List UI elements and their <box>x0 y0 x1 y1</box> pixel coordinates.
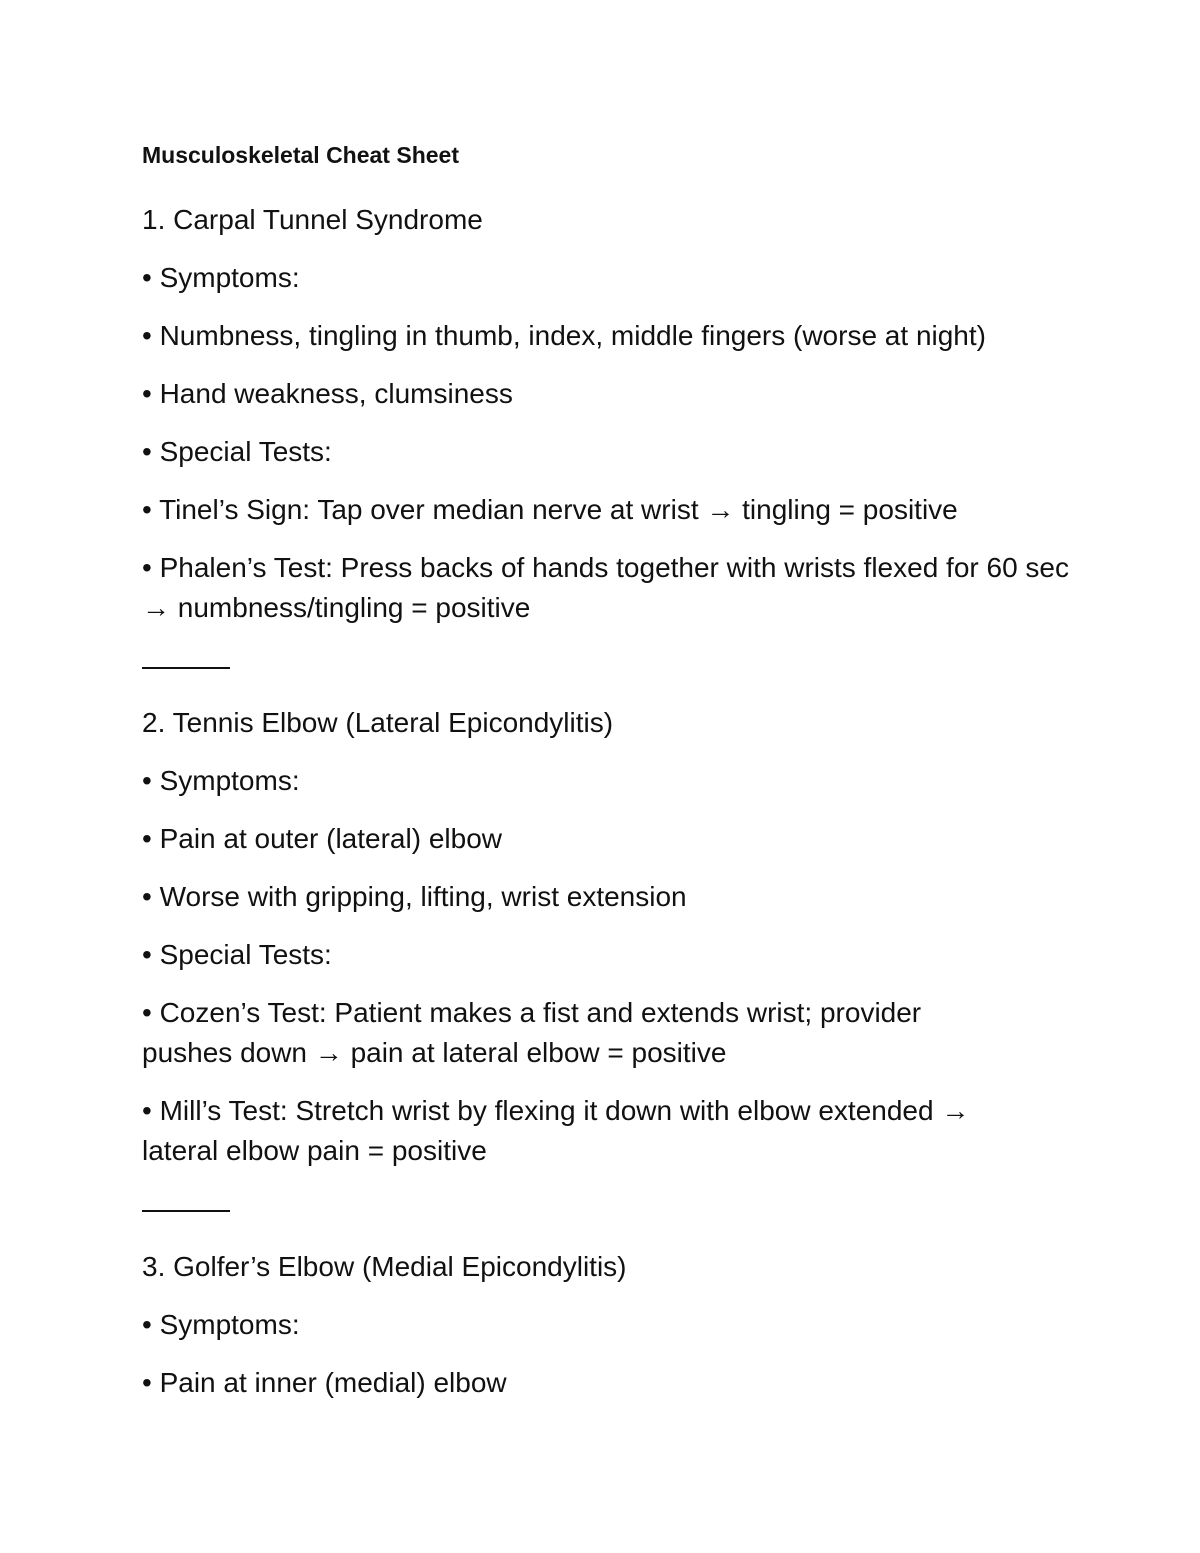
list-item: • Mill’s Test: Stretch wrist by flexing it down with elbow extended → lateral elbow pain = positive <box>142 1095 970 1166</box>
list-item: • Cozen’s Test: Patient makes a fist and extends wrist; provider pushes down → pain at lateral elbow = positive <box>142 997 922 1068</box>
list-item: • Special Tests: <box>142 939 332 970</box>
list-item: • Symptoms: <box>142 765 300 796</box>
list-item: • Pain at inner (medial) elbow <box>142 1367 507 1398</box>
section-heading: 1. Carpal Tunnel Syndrome <box>142 204 483 235</box>
list-item: • Worse with gripping, lifting, wrist extension <box>142 881 687 912</box>
list-item: • Numbness, tingling in thumb, index, middle fingers (worse at night) <box>142 320 986 351</box>
list-item: • Hand weakness, clumsiness <box>142 378 513 409</box>
section-heading: 2. Tennis Elbow (Lateral Epicondylitis) <box>142 707 614 738</box>
list-item: • Symptoms: <box>142 262 300 293</box>
list-item: • Phalen’s Test: Press backs of hands together with wrists flexed for 60 sec → numbness/tingling = positive <box>142 552 1070 623</box>
divider <box>142 1210 230 1212</box>
list-item: • Tinel’s Sign: Tap over median nerve at wrist → tingling = positive <box>142 494 958 525</box>
list-item: • Pain at outer (lateral) elbow <box>142 823 502 854</box>
list-item: • Symptoms: <box>142 1309 300 1340</box>
section-heading: 3. Golfer’s Elbow (Medial Epicondylitis) <box>142 1251 627 1282</box>
divider <box>142 667 230 669</box>
list-item: • Special Tests: <box>142 436 332 467</box>
document-title: Musculoskeletal Cheat Sheet <box>142 142 459 168</box>
